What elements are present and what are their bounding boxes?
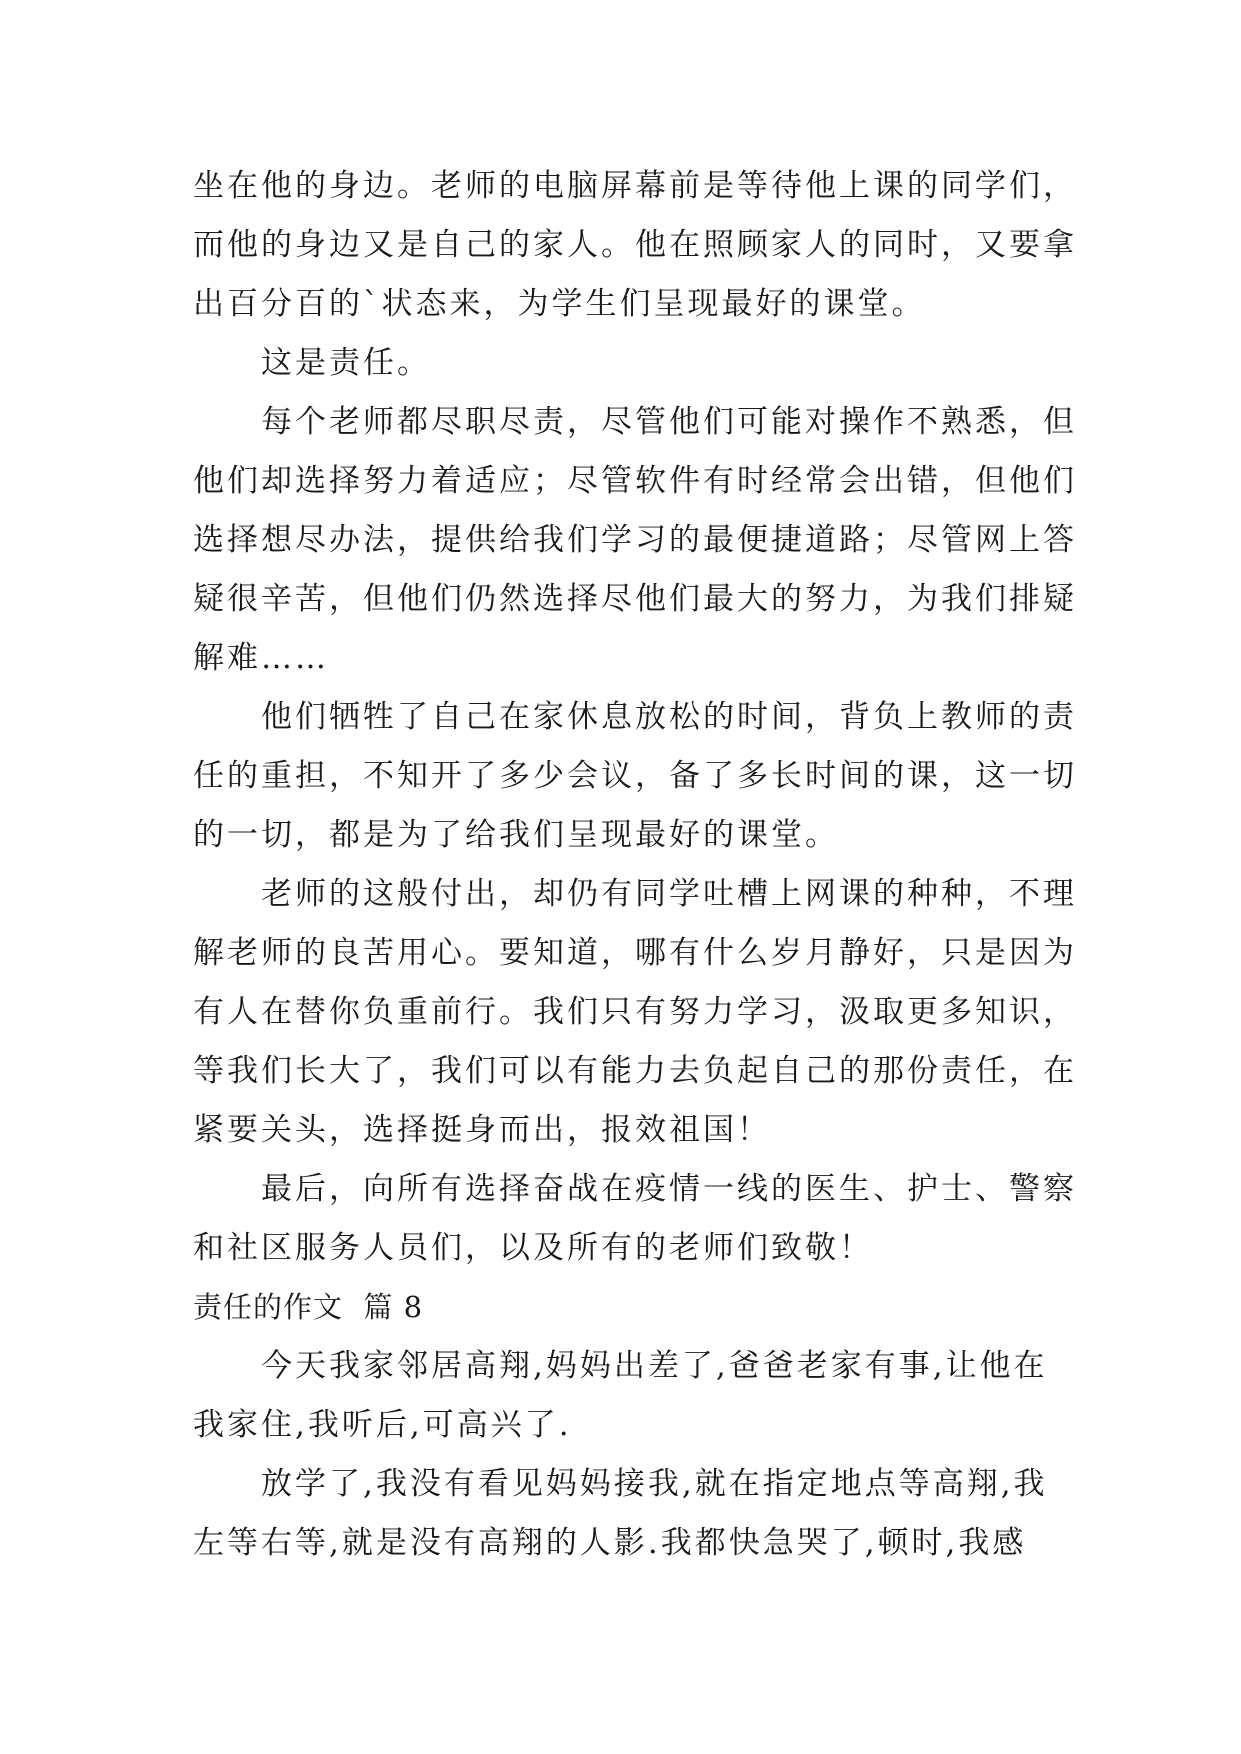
text-line: 解老师的良苦用心。要知道，哪有什么岁月静好，只是因为 (193, 935, 1077, 971)
text-line: 老师的这般付出，却仍有同学吐槽上网课的种种，不理 (261, 876, 1077, 912)
text-line: 的一切，都是为了给我们呈现最好的课堂。 (193, 817, 839, 853)
text-line: 有人在替你负重前行。我们只有努力学习，汲取更多知识， (193, 994, 1077, 1030)
document-page (193, 157, 1093, 1573)
paragraph (193, 393, 1093, 688)
paragraph (193, 1337, 1093, 1455)
paragraph (193, 865, 1093, 1160)
section-heading: 责任的作文 篇 8 (193, 1290, 424, 1324)
paragraph (193, 1455, 1093, 1573)
text-line: 而他的身边又是自己的家人。他在照顾家人的同时，又要拿 (193, 227, 1077, 263)
text-line: 最后，向所有选择奋战在疫情一线的医生、护士、警察 (261, 1171, 1077, 1207)
text-line: 坐在他的身边。老师的电脑屏幕前是等待他上课的同学们， (193, 168, 1077, 204)
text-line: 任的重担，不知开了多少会议，备了多长时间的课，这一切 (193, 758, 1077, 794)
text-line: 紧要关头，选择挺身而出，报效祖国！ (193, 1112, 771, 1148)
paragraph-continuation (193, 157, 1093, 334)
text-line: 选择想尽办法，提供给我们学习的最便捷道路；尽管网上答 (193, 522, 1077, 558)
text-line: 今天我家邻居高翔,妈妈出差了,爸爸老家有事,让他在 (261, 1348, 1048, 1384)
text-line: 他们牺牲了自己在家休息放松的时间，背负上教师的责 (261, 699, 1077, 735)
text-line: 我家住,我听后,可高兴了. (193, 1407, 572, 1443)
text-line: 出百分百的`状态来，为学生们呈现最好的课堂。 (193, 286, 926, 322)
text-line: 放学了,我没有看见妈妈接我,就在指定地点等高翔,我 (261, 1466, 1048, 1502)
paragraph (193, 334, 1093, 393)
text-line: 疑很辛苦，但他们仍然选择尽他们最大的努力，为我们排疑 (193, 581, 1077, 617)
text-line: 这是责任。 (261, 345, 431, 381)
text-line: 等我们长大了，我们可以有能力去负起自己的那份责任，在 (193, 1053, 1077, 1089)
text-line: 解难…… (193, 640, 329, 676)
paragraph (193, 688, 1093, 865)
text-line: 左等右等,就是没有高翔的人影.我都快急哭了,顿时,我感 (193, 1525, 1027, 1561)
text-line: 每个老师都尽职尽责，尽管他们可能对操作不熟悉，但 (261, 404, 1077, 440)
text-line: 他们却选择努力着适应；尽管软件有时经常会出错，但他们 (193, 463, 1077, 499)
paragraph (193, 1160, 1093, 1278)
text-line: 和社区服务人员们，以及所有的老师们致敬！ (193, 1230, 873, 1266)
